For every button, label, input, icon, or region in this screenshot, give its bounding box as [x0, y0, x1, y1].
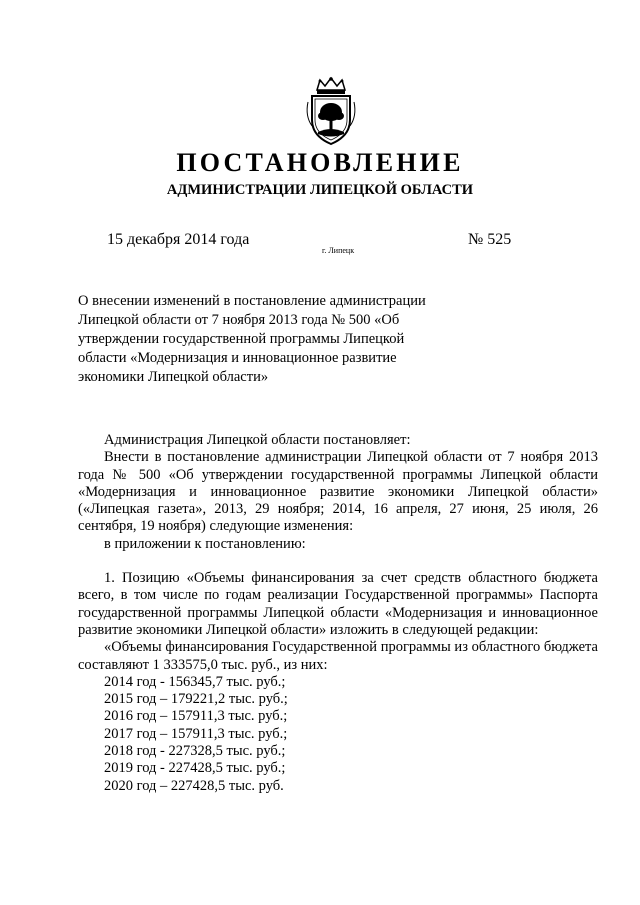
year-funding-line: 2020 год – 227428,5 тыс. руб.: [104, 777, 284, 794]
document-subject: [78, 292, 458, 387]
year-funding-line: 2019 год - 227428,5 тыс. руб.;: [104, 760, 286, 777]
document-body: [78, 432, 598, 795]
subject-line: О внесении изменений в постановление администрации: [78, 293, 426, 309]
coat-of-arms-emblem: [303, 76, 359, 146]
subject-line: утверждении государственной программы Липецкой: [78, 331, 405, 347]
subject-line: экономики Липецкой области»: [78, 369, 269, 385]
item-1-paragraph: 1. Позицию «Объемы финансирования за счет средств областного бюджета всего, в том числе по годам реализации Государственной программы» Паспорта государственной программы Липецкой области «Модернизация и инновационное развитие экономики Липецкой области» изложить в следующей редакции:: [78, 570, 598, 638]
decree-paragraph: Внести в постановление администрации Липецкой области от 7 ноября 2013 года № 500 «Об утверждении государственной программы Липецкой области «Модернизация и инновационное развитие экономики Липецкой области» («Липецкая газета», 2013, 29 ноября; 2014, 16 апреля, 27 июня, 25 июля, 26 сентября, 19 ноября) следующие изменения:: [78, 449, 598, 535]
year-funding-line: 2016 год – 157911,3 тыс. руб.;: [104, 708, 288, 725]
document-subtitle: АДМИНИСТРАЦИИ ЛИПЕЦКОЙ ОБЛАСТИ: [166, 182, 474, 198]
year-funding-line: 2017 год – 157911,3 тыс. руб.;: [104, 725, 288, 742]
year-funding-line: 2014 год - 156345,7 тыс. руб.;: [104, 673, 286, 690]
year-funding-line: 2015 год – 179221,2 тыс. руб.;: [104, 691, 288, 708]
subject-line: Липецкой области от 7 ноября 2013 года № 500 «Об: [78, 312, 400, 328]
subject-line: области «Модернизация и инновационное развитие: [78, 350, 397, 366]
document-title: ПОСТАНОВЛЕНИЕ: [176, 148, 464, 177]
paragraph-gap: [78, 553, 598, 570]
document-date: 15 декабря 2014 года: [107, 231, 250, 248]
document-number: № 525: [468, 231, 512, 248]
document-city: г. Липецк: [322, 246, 355, 255]
quote-paragraph: «Объемы финансирования Государственной программы из областного бюджета составляют 1 333575,0 тыс. руб., из них:: [78, 639, 598, 673]
annex-paragraph: в приложении к постановлению:: [104, 535, 306, 552]
intro-paragraph: Администрация Липецкой области постановляет:: [104, 432, 411, 448]
year-funding-line: 2018 год - 227328,5 тыс. руб.;: [104, 743, 286, 760]
